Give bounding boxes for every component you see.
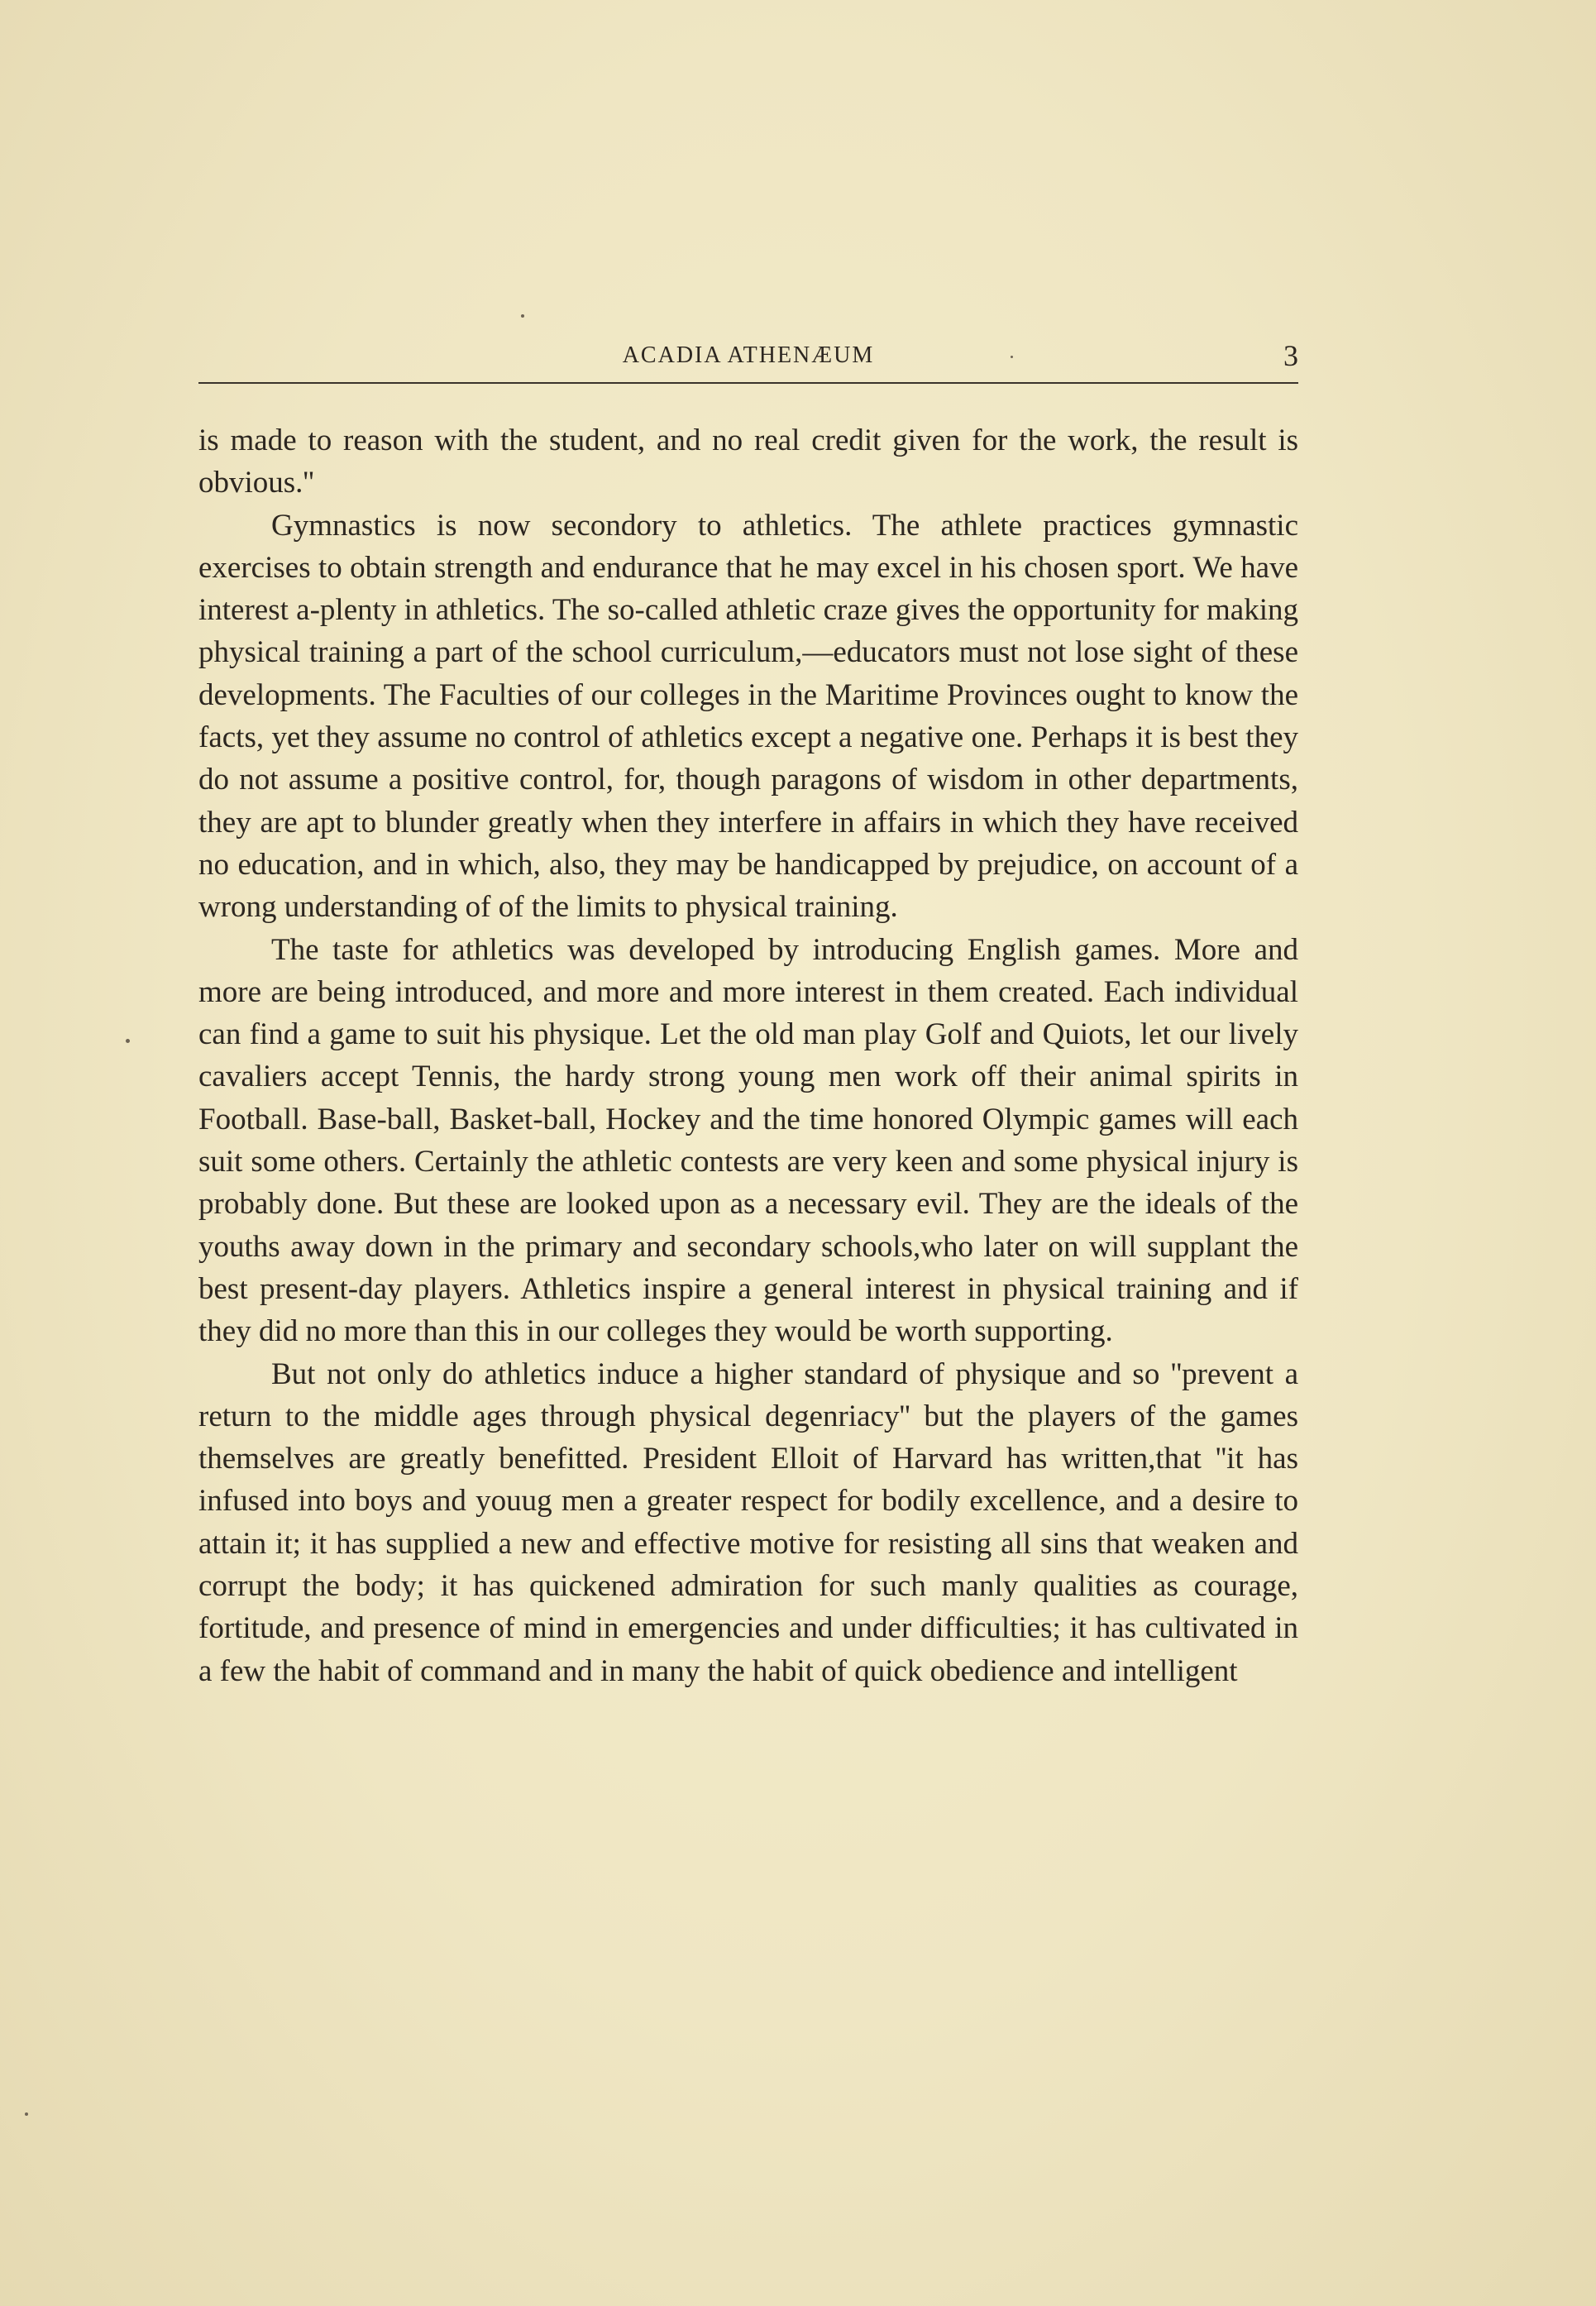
speck-mark — [1011, 356, 1013, 358]
speck-mark — [25, 2112, 28, 2116]
header-rule — [198, 382, 1298, 384]
page-number: 3 — [1283, 339, 1298, 372]
paragraph-continuation: is made to reason with the student, and no real credit given for the work, the result is obvious.'' — [198, 423, 1298, 500]
speck-mark — [126, 1039, 130, 1043]
paragraph-physique: But not only do athletics induce a higher standard of physique and so ''prevent a return to the middle ages through physical degenriacy'' but the players of the games themselves are greatly benefitted. President Elloit of Harvard has written,that ''it has infused into boys and youug men a greater respect for bodily excellence, and a desire to attain it; it has supplied a new and effective motive for resisting all sins that weaken and corrupt the body; it has quickened admiration for such manly qualities as courage, fortitude, and presence of mind in emergencies and under difficulties; it has cultivated in a few the habit of command and in many the habit of quick obedience and intelligent — [198, 1356, 1298, 1688]
paragraph-gymnastics: Gymnastics is now secondory to athletics. The athlete practices gymnastic exercises to obtain strength and endurance that he may excel in his chosen sport. We have interest a-plenty in athletics. The so-called athletic craze gives the opportunity for making physical training a part of the school curriculum,—educators must not lose sight of these developments. The Faculties of our colleges in the Maritime Provinces ought to know the facts, yet they assume no control of athletics except a negative one. Perhaps it is best they do not assume a positive control, for, though paragons of wisdom in other departments, they are apt to blunder greatly when they interfere in affairs in which they have received no education, and in which, also, they may be handicapped by prejudice, on account of a wrong understanding of of the limits to physical training. — [198, 508, 1298, 925]
paragraph-english-games: The taste for athletics was developed by introducing English games. More and more are being introduced, and more and more interest in them created. Each individual can find a game to suit his physique. Let the old man play Golf and Quiots, let our lively cavaliers accept Tennis, the hardy strong young men work off their animal spirits in Football. Base-ball, Basket-ball, Hockey and the time honored Olympic games will each suit some others. Certainly the athletic contests are very keen and some physical injury is probably done. But these are looked upon as a necessary evil. They are the ideals of the youths away down in the primary and secondary schools,who later on will supplant the best present-day players. Athletics inspire a general interest in physical training and if they did no more than this in our colleges they would be worth supporting. — [198, 932, 1298, 1349]
body-text — [198, 419, 1298, 1692]
running-header — [198, 337, 1298, 384]
speck-mark — [521, 314, 524, 318]
running-title: ACADIA ATHENÆUM — [622, 342, 875, 368]
